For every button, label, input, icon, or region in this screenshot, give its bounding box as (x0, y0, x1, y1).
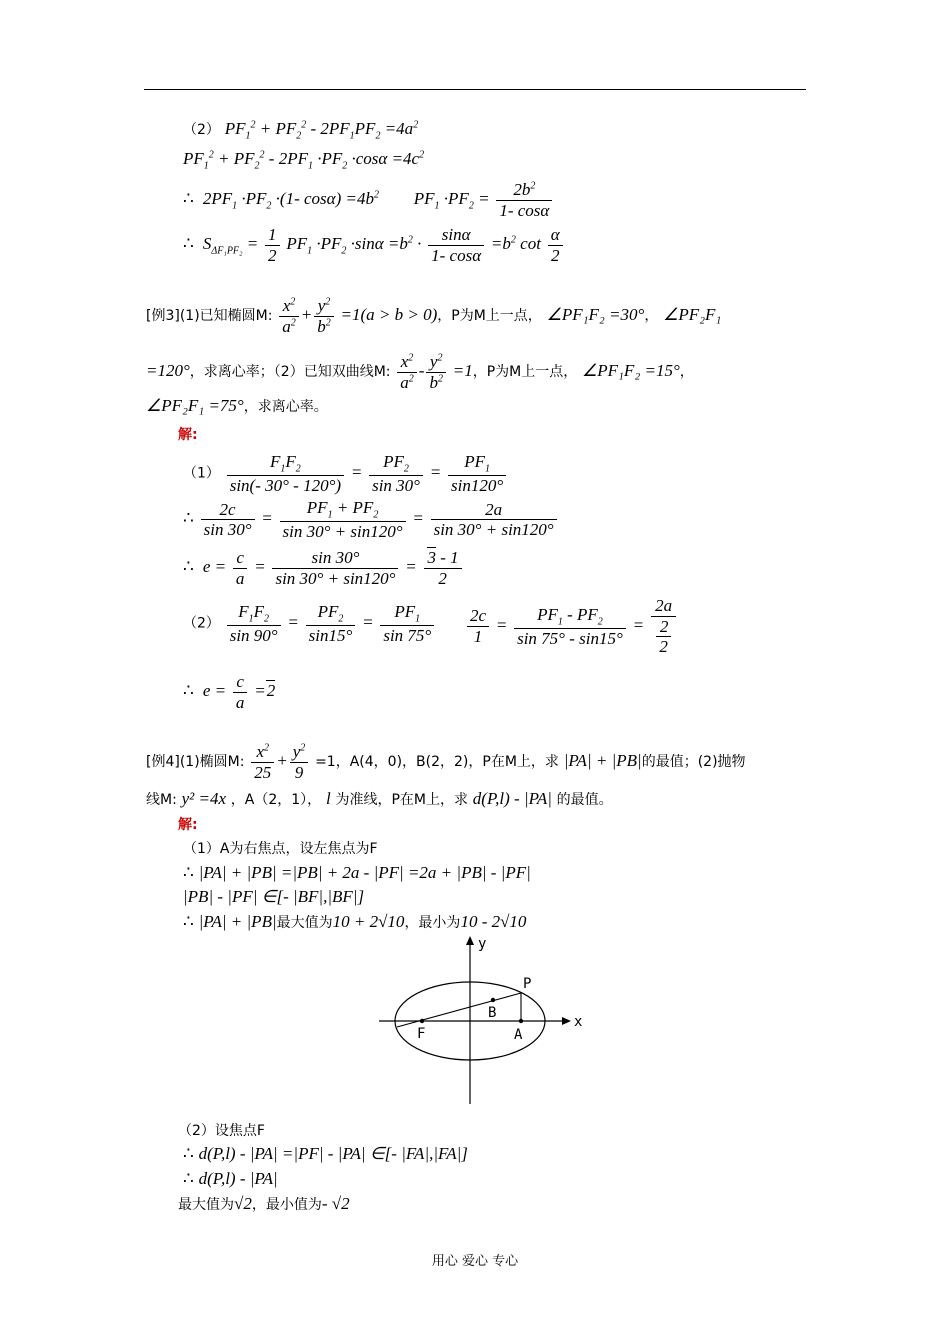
eq-part2-line1: （2） $PF_1^2 + PF_2^2 - 2PF_1PF_2 =4a^2$ (183, 119, 419, 142)
example4-s2-extrema: 最大值为√2，最小值为- √2 (178, 1194, 350, 1213)
example4-s2-eq1: ∴ d(P,l) - |PA| =|PF| - |PA| ∈[- |FA|,|FA|] (183, 1144, 468, 1163)
example4-line1: [例4](1)椭圆M: $\frac{x^2}{25}$ + $\frac{y^2}{9}$ =1，A(4，0)，B(2，2)，P在M上，求 |PA| + |PB|的最值；(2)抛物 (146, 742, 746, 782)
example4-s1-extrema: ∴ |PA| + |PB|最大值为10 + 2√10，最小为10 - 2√10 (183, 912, 527, 931)
x-axis-arrow (562, 1017, 571, 1025)
label-A: A (514, 1027, 523, 1043)
example4-s1-text: （1）A为右焦点，设左焦点为F (183, 841, 378, 857)
y-axis-arrow (466, 936, 474, 945)
example4-s2-text: （2）设焦点F (178, 1123, 265, 1139)
example3-line2: =120°，求离心率；（2）已知双曲线M: $\frac{x^2}{a^2}$ - $\frac{y^2}{b^2}$ =1，P为M上一点， ∠PF₁F₂ =15°， (146, 352, 694, 392)
example3-line1: [例3](1)已知椭圆M: $\frac{x^2}{a^2}$ + $\frac{y^2}{b^2}$ =1(a > b > 0)，P为M上一点， ∠PF₁F₂ =30°， ∠PF₂F₁ (146, 296, 722, 336)
example3-s1-line3: ∴ e = $\frac{c}{a}$ = $\frac{\sin 30^\circ}{\sin 30^\circ + \sin 120^\circ}$ = $\frac{3 - 1}{2}$ (183, 548, 464, 588)
eq-part2-line2: $PF_1^2 + PF_2^2 - 2PF_1 \cdot PF_2 \cdot\cos\alpha =4c^2$ (183, 149, 425, 172)
label-P: P (523, 976, 532, 992)
label-F: F (417, 1026, 426, 1042)
example3-s1-line2: ∴ $\frac{2c}{\sin 30^\circ}$ = $\frac{PF_1 + PF_2}{\sin 30^\circ + \sin 120^\circ}$ = $\frac{2a}{\sin 30^\circ + \sin 120^\circ}$ (183, 498, 559, 541)
label-B: B (488, 1005, 497, 1021)
eq-part2-line4: ∴ $S_{\Delta F_1PF_2}$ = $\frac{1}{2}$ $PF_1 \cdot PF_2 \cdot\sin\alpha =b^2$ · $\frac{\sin\alpha}{1- \cos\alpha}$ $=b^2$ cot $\frac{\alpha}{2}$ (183, 225, 565, 265)
label-y: y (478, 936, 487, 952)
ellipse-figure (375, 932, 590, 1110)
example3-s2-line1: （2） $\frac{F_1F_2}{\sin 90^\circ}$ = $\frac{PF_2}{\sin 15^\circ}$ = $\frac{PF_1}{\sin 75^\circ}$ (183, 602, 436, 645)
example3-s2-line3: ∴ e = $\frac{c}{a}$ =2 (183, 672, 276, 712)
point-B (491, 998, 495, 1002)
segment-FP (397, 993, 521, 1027)
example3-s1-line1: （1） $\frac{F_1F_2}{\sin(- 30^\circ - 120^\circ)}$ = $\frac{PF_2}{\sin 30^\circ}$ = $\frac{PF_1}{\sin 120^\circ}$ (183, 452, 508, 495)
example4-line2: 线M: y² =4x ，A（2，1）， l 为准线，P在M上，求 d(P,l) - |PA| 的最值。 (146, 789, 613, 808)
example3-s2-line2: $\frac{2c}{1}$ = $\frac{PF_1 - PF_2}{\sin 75^\circ - \sin 15^\circ}$ = $\frac{2a}{\frac{2}{2}}$ (465, 596, 678, 657)
example3-solution-label: 解: (178, 427, 198, 443)
example4-s1-eq1: ∴ |PA| + |PB| =|PB| + 2a - |PF| =2a + |PB| - |PF| (183, 863, 531, 882)
header-rule (144, 89, 806, 90)
example3-line3: ∠PF₂F₁ =75°，求离心率。 (146, 396, 328, 415)
label-x: x (574, 1014, 583, 1030)
point-A (519, 1019, 523, 1023)
eq-part2-line3: ∴ $2PF_1 \cdot PF_2 \cdot(1-$ $\cos\alpha) =4b^2$ $PF_1 \cdot PF_2$ = $\frac{2b^2}{1- \cos\alpha}$ (183, 180, 554, 220)
example4-s2-eq2: ∴ d(P,l) - |PA| (183, 1169, 278, 1188)
page-footer: 用心 爱心 专心 (431, 1254, 519, 1269)
example4-s1-eq2: |PB| - |PF| ∈[- |BF|,|BF|] (183, 887, 365, 906)
example4-solution-label: 解: (178, 817, 198, 833)
point-F (420, 1019, 424, 1023)
